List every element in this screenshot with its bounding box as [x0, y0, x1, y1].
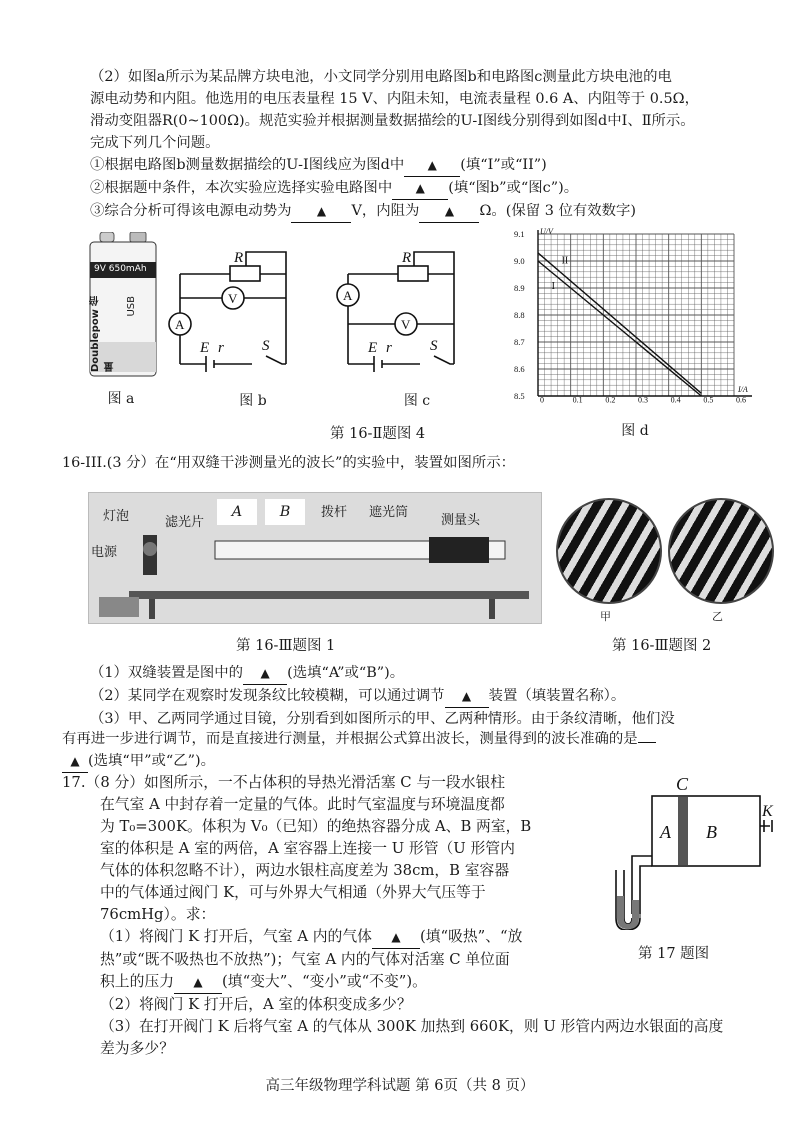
q17-line: 17.（8 分）如图所示，一不占体积的导热光滑活塞 C 与一段水银柱: [62, 774, 506, 791]
y-tick-label: 9.0: [514, 256, 525, 266]
q17-line: 室的体积是 A 室的两倍，A 室容器上连接一 U 形管（U 形管内: [100, 840, 515, 857]
blank-marker: ▲: [444, 204, 455, 218]
q16-3-sub1: [90, 662, 675, 685]
label-A: A: [660, 822, 671, 842]
blank-marker: ▲: [193, 975, 203, 989]
x-tick-label: 0.3: [638, 395, 648, 405]
intro-line: （2）如图a所示为某品牌方块电池，小文同学分别用电路图b和电路图c测量此方块电池的电: [90, 69, 672, 85]
label-B: B: [706, 822, 717, 842]
q2-text: ②根据题中条件，本次实验应选择实验电路图中: [90, 180, 393, 196]
q1-hint: (填“I”或“II”): [460, 157, 547, 173]
label-r: R: [234, 250, 244, 266]
page-footer: 高三年级物理学科试题 第 6页（共 8 页）: [265, 1078, 535, 1094]
fig-16-3-1-caption: 第 16-Ⅲ题图 1: [236, 638, 336, 654]
fringe-yi: [668, 498, 774, 604]
label-K: K: [762, 803, 773, 820]
q16-2-intro: [90, 66, 699, 223]
blank-marker: ▲: [427, 158, 437, 172]
blank-marker: ▲: [391, 930, 401, 944]
battery-brand: Doublepow 倍量: [90, 295, 116, 372]
fig-b-label: 图 b: [239, 393, 267, 409]
interference-apparatus-photo: [88, 492, 542, 624]
answer-blank[interactable]: [419, 200, 479, 223]
label-C: C: [676, 774, 689, 794]
blank-marker: ▲: [415, 181, 425, 195]
label-a: A: [343, 288, 353, 303]
q17-line: 中的气体通过阀门 K，可与外界大气相通（外界大气压等于: [100, 884, 486, 901]
x-tick-label: 0: [540, 395, 544, 405]
piston-c: [678, 797, 688, 865]
q17-part1-line2: 热”或“既不吸热也不放热”)；气室 A 内的气体对活塞 C 单位面: [100, 951, 510, 968]
label-v: V: [401, 317, 411, 332]
q16-2-sub1: [90, 154, 699, 177]
answer-blank[interactable]: [638, 742, 656, 743]
fig-a-label: 图 a: [107, 391, 135, 407]
label-r: R: [402, 250, 412, 266]
q16-3-questions: [90, 662, 675, 730]
label-s: S: [262, 338, 270, 354]
label-a: A: [175, 317, 185, 332]
answer-blank[interactable]: [174, 971, 222, 994]
q17-part3-line2: 差为多少？: [100, 1040, 174, 1057]
series-label: I: [551, 281, 555, 293]
battery-figure: [86, 232, 166, 380]
q2-hint: 装置（填装置名称）。: [488, 688, 626, 704]
q2-hint: (填“图b”或“图c”)。: [448, 180, 579, 196]
q3-line2: 有再进一步进行调节，而是直接进行测量，并根据公式算出波长，测量得到的波长准确的是: [62, 731, 638, 747]
intro-line: 源电动势和内阻。他选用的电压表量程 15 V、内阻未知，电流表量程 0.6 A、内阻等于 0.5Ω，: [90, 91, 699, 107]
series-line-II: [538, 253, 701, 393]
label-e: E: [368, 340, 378, 356]
label-A: A: [217, 499, 257, 525]
y-axis-label: U/V: [540, 227, 553, 236]
rheostat-r: [398, 266, 428, 281]
rheostat-r: [230, 266, 260, 281]
q17-part2: （2）将阀门 K 打开后，A 室的体积变成多少？: [100, 996, 412, 1013]
x-tick-label: 0.1: [572, 395, 583, 405]
series-line-I: [538, 261, 701, 396]
answer-blank[interactable]: [445, 685, 489, 708]
q3-text: ③综合分析可得该电源电动势为: [90, 203, 292, 219]
q16-3-sub2: [90, 685, 675, 708]
y-tick-label: 8.6: [514, 364, 525, 374]
label-e: E: [200, 340, 210, 356]
q16-2-sub2: [90, 177, 699, 200]
q16-2-sub3: [90, 200, 699, 223]
fig-c-label: 图 c: [403, 393, 431, 409]
p1-line3-text: 积上的压力: [100, 973, 174, 990]
fig-16-3-2-caption: 第 16-Ⅲ题图 2: [612, 638, 712, 654]
y-tick-label: 8.8: [514, 310, 525, 320]
label-power: 电源: [91, 545, 118, 560]
fig4-caption: 第 16-Ⅱ题图 4: [330, 426, 426, 442]
y-tick-label: 9.1: [514, 229, 525, 239]
q17-line: 76cmHg）。求：: [100, 906, 216, 923]
circuit-b-bottom: [180, 356, 286, 364]
q2-text: （2）某同学在观察时发现条纹比较模糊，可以通过调节: [90, 688, 445, 704]
q3-hint: (选填“甲”或“乙”)。: [88, 753, 216, 769]
label-B: B: [265, 499, 305, 525]
chart-labels: [514, 227, 748, 405]
p1-hint: (填“吸热”、“放: [419, 928, 523, 945]
circuit-c: [334, 244, 494, 379]
answer-blank[interactable]: [243, 662, 287, 685]
q17-part3: （3）在打开阀门 K 后将气室 A 的气体从 300K 加热到 660K，则 U 形管内两边水银面的高度: [100, 1018, 724, 1035]
x-tick-label: 0.2: [605, 395, 616, 405]
battery-usb: USB: [126, 296, 137, 317]
blank-marker: ▲: [70, 754, 80, 768]
answer-blank[interactable]: [392, 177, 448, 200]
q1-text: （1）双缝装置是图中的: [90, 665, 244, 681]
label-internal-r: r: [386, 340, 392, 356]
answer-blank[interactable]: [372, 926, 420, 949]
fig-d-label: 图 d: [621, 423, 649, 439]
intro-line: 滑动变阻器R(0~100Ω)。规范实验并根据测量数据描绘的U-I图线分别得到如图d中Ⅰ、Ⅱ所示。: [90, 113, 695, 129]
q17-line: 气体的体积忽略不计），两边水银柱高度差为 38cm，B 室容器: [100, 862, 510, 879]
x-tick-label: 0.4: [670, 395, 681, 405]
battery-label-capacity: 9V 650mAh: [94, 264, 147, 274]
x-tick-label: 0.5: [703, 395, 714, 405]
circuit-b: [166, 244, 326, 379]
q1-text: ①根据电路图b测量数据描绘的U-I图线应为图d中: [90, 157, 405, 173]
q1-hint: (选填“A”或“B”)。: [287, 665, 405, 681]
y-tick-label: 8.7: [514, 337, 525, 347]
label-tube: 遮光筒: [369, 505, 409, 520]
q17-part1-line3: [62, 971, 723, 994]
x-tick-label: 0.6: [736, 395, 746, 405]
label-measuring-head: 测量头: [441, 513, 481, 528]
fig-17-caption: 第 17 题图: [638, 946, 710, 962]
q3-mid: V，内阻为: [351, 203, 420, 219]
answer-blank[interactable]: [62, 750, 88, 773]
blank-marker: ▲: [316, 204, 327, 218]
answer-blank[interactable]: [404, 154, 460, 177]
p1-line3-hint: (填“变大”、“变小”或“不变”)。: [222, 973, 427, 990]
label-lever: 拨杆: [321, 505, 348, 520]
blank-marker: ▲: [461, 689, 472, 703]
q17-figure: [596, 770, 782, 930]
answer-blank[interactable]: [291, 200, 351, 223]
q16-3-heading-wrap: [62, 452, 515, 474]
label-v: V: [228, 291, 238, 306]
label-internal-r: r: [218, 340, 224, 356]
fringe-jia: [556, 498, 662, 604]
q3-hint: Ω。(保留 3 位有效数字): [479, 203, 637, 219]
p1-text: （1）将阀门 K 打开后，气室 A 内的气体: [100, 928, 372, 945]
q3-line1: （3）甲、乙两同学通过目镜，分别看到如图所示的甲、乙两种情形。由于条纹清晰，他们没: [90, 711, 675, 727]
x-axis-label: I/A: [738, 385, 748, 394]
label-filter: 滤光片: [165, 515, 205, 530]
ui-graph-d: [512, 226, 762, 412]
series-label: II: [561, 255, 569, 267]
blank-marker: ▲: [260, 666, 270, 680]
label-bulb: 灯泡: [103, 509, 130, 524]
q16-3-heading: 16-III.(3 分）在“用双缝干涉测量光的波长”的实验中，装置如图所示：: [62, 455, 516, 471]
intro-line: 完成下列几个问题。: [90, 135, 220, 151]
label-s: S: [430, 338, 438, 354]
y-tick-label: 8.9: [514, 283, 525, 293]
label-jia: 甲: [600, 610, 611, 623]
y-tick-label: 8.5: [514, 391, 525, 401]
q16-3-sub3: [62, 728, 656, 773]
mercury-u-tube: [617, 896, 639, 929]
label-yi: 乙: [712, 610, 723, 623]
q17-line: 为 T₀=300K。体积为 V₀（已知）的绝热容器分成 A、B 两室，B: [100, 818, 532, 835]
chart-axes: [538, 230, 752, 396]
q17-line: 在气室 A 中封存着一定量的气体。此时气室温度与环境温度都: [100, 796, 505, 813]
